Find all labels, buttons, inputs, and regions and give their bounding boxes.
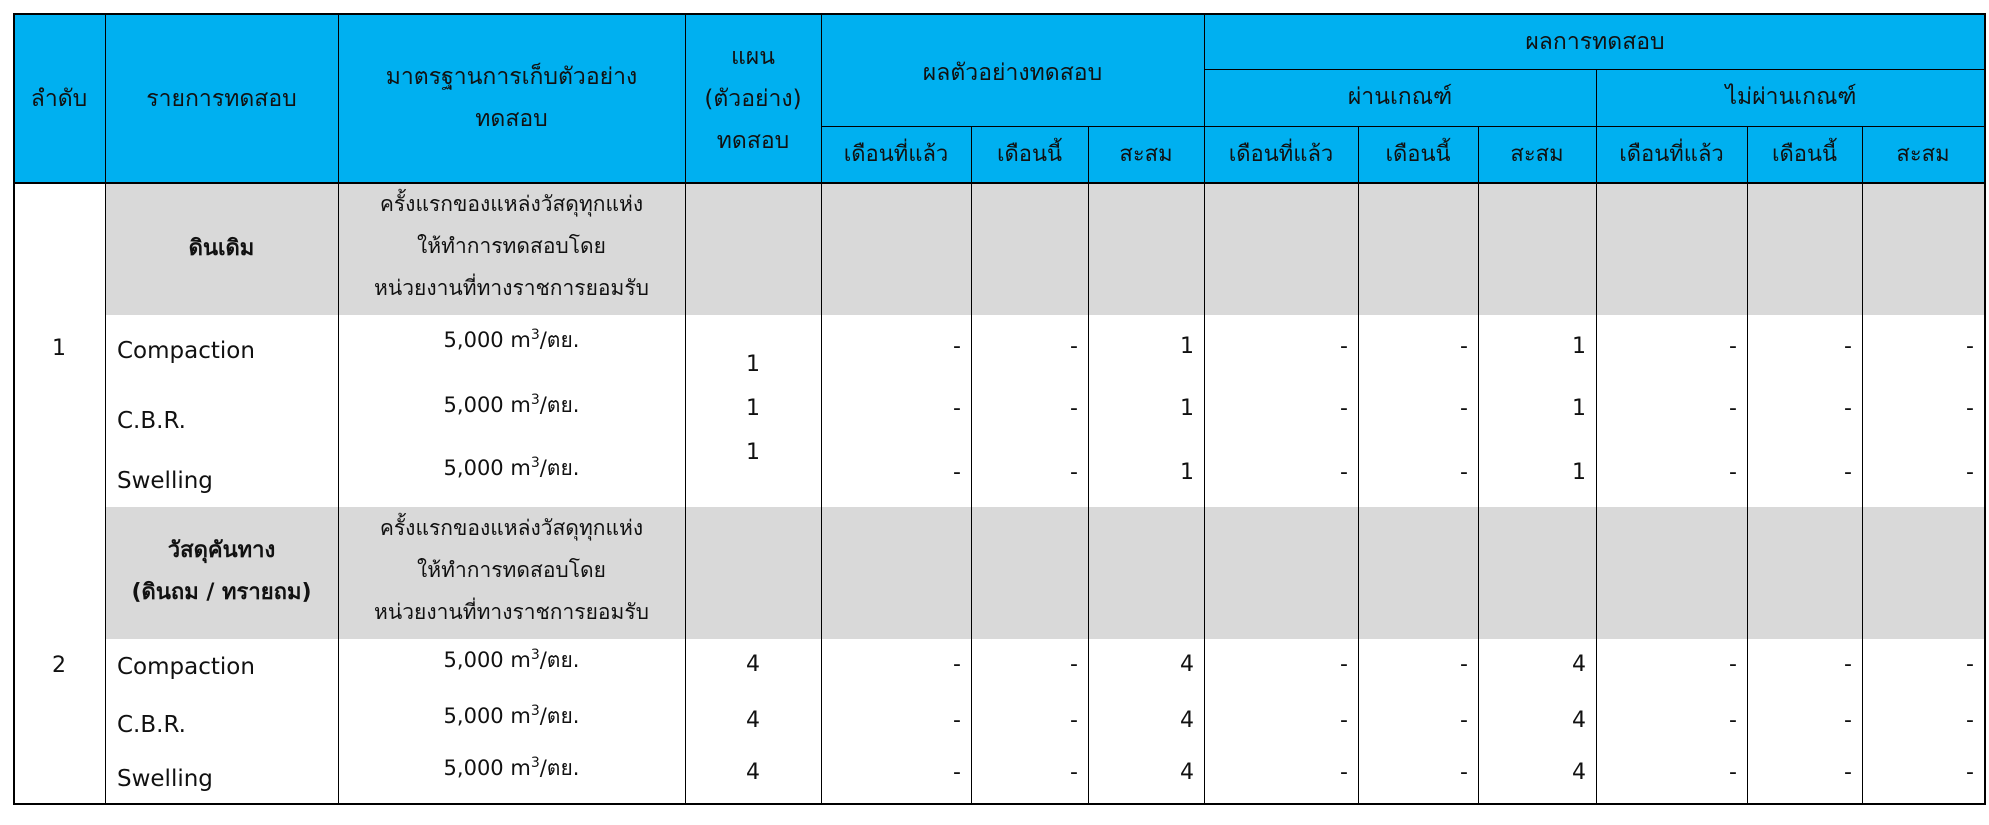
row-fail-cum: - (1966, 460, 1974, 485)
section-2-title-2: (ดินถม / ทรายถม) (131, 580, 312, 605)
section-2-note-2: ให้ทำการทดสอบโดย (417, 558, 606, 582)
header-pass-cum: สะสม (1510, 142, 1564, 167)
header-group-pass: ผ่านเกณฑ์ (1347, 84, 1453, 110)
row-pass-prev: - (1340, 708, 1348, 733)
row-pass-cum: 1 (1572, 334, 1586, 359)
row-fail-prev: - (1729, 334, 1737, 359)
header-col-no: ลำดับ (30, 86, 88, 112)
header-samples-cum: สะสม (1119, 142, 1173, 167)
row-pass-prev: - (1340, 334, 1348, 359)
frame-left (13, 13, 15, 805)
row-item: Compaction (117, 338, 255, 364)
row-samples-prev: - (953, 334, 961, 359)
row-item: C.B.R. (117, 408, 186, 434)
row-item: Swelling (117, 468, 213, 494)
row-fail-this: - (1844, 460, 1852, 485)
section-2-note-1: ครั้งแรกของแหล่งวัสดุทุกแห่ง (379, 516, 644, 540)
section-2-note-3: หน่วยงานที่ทางราชการยอมรับ (374, 600, 649, 624)
header-col-item: รายการทดสอบ (146, 86, 297, 112)
header-rule-2 (821, 126, 1986, 127)
row-pass-prev: - (1340, 760, 1348, 785)
row-fail-prev: - (1729, 652, 1737, 677)
row-plan: 1 (746, 352, 760, 377)
row-fail-this: - (1844, 396, 1852, 421)
header-fail-this: เดือนนี้ (1771, 142, 1838, 167)
row-samples-this: - (1070, 396, 1078, 421)
row-item: C.B.R. (117, 712, 186, 738)
row-samples-cum: 4 (1180, 652, 1194, 677)
vrule-item (105, 13, 106, 805)
row-standard: 5,000 $m^3/$ตย. (443, 455, 580, 480)
row-samples-this: - (1070, 760, 1078, 785)
row-fail-prev: - (1729, 396, 1737, 421)
row-pass-this: - (1460, 334, 1468, 359)
row-pass-prev: - (1340, 652, 1348, 677)
header-group-fail: ไม่ผ่านเกณฑ์ (1725, 84, 1857, 110)
header-rule-1 (1204, 69, 1986, 70)
row-fail-prev: - (1729, 760, 1737, 785)
row-pass-cum: 4 (1572, 652, 1586, 677)
row-pass-this: - (1460, 708, 1468, 733)
row-samples-cum: 1 (1180, 396, 1194, 421)
row-samples-prev: - (953, 652, 961, 677)
section-2-title-1: วัสดุคันทาง (167, 538, 276, 563)
row-samples-prev: - (953, 396, 961, 421)
row-samples-cum: 4 (1180, 760, 1194, 785)
row-pass-prev: - (1340, 396, 1348, 421)
header-samples-this: เดือนนี้ (996, 142, 1063, 167)
row-samples-cum: 1 (1180, 460, 1194, 485)
row-samples-this: - (1070, 652, 1078, 677)
row-pass-this: - (1460, 396, 1468, 421)
frame-bottom (13, 803, 1986, 805)
row-pass-this: - (1460, 760, 1468, 785)
frame-right (1984, 13, 1986, 805)
row-pass-cum: 1 (1572, 460, 1586, 485)
row-fail-cum: - (1966, 334, 1974, 359)
header-fail-cum: สะสม (1896, 142, 1950, 167)
row-pass-cum: 4 (1572, 760, 1586, 785)
row-standard: 5,000 $m^3/$ตย. (443, 392, 580, 417)
test-results-table (13, 13, 1986, 805)
header-col-standard-2: ทดสอบ (475, 106, 548, 132)
row-samples-prev: - (953, 460, 961, 485)
section-2-number: 2 (52, 653, 66, 678)
row-samples-this: - (1070, 460, 1078, 485)
row-fail-cum: - (1966, 760, 1974, 785)
header-fail-prev: เดือนที่แล้ว (1619, 142, 1724, 167)
row-fail-this: - (1844, 334, 1852, 359)
row-fail-cum: - (1966, 652, 1974, 677)
section-1-note-3: หน่วยงานที่ทางราชการยอมรับ (374, 276, 649, 300)
row-plan: 1 (746, 396, 760, 421)
row-pass-this: - (1460, 652, 1468, 677)
row-plan: 4 (746, 652, 760, 677)
row-pass-this: - (1460, 460, 1468, 485)
row-standard: 5,000 $m^3/$ตย. (443, 327, 580, 352)
header-pass-prev: เดือนที่แล้ว (1228, 142, 1334, 167)
header-samples-prev: เดือนที่แล้ว (843, 142, 949, 167)
row-fail-cum: - (1966, 708, 1974, 733)
header-col-standard-1: มาตรฐานการเก็บตัวอย่าง (385, 64, 638, 90)
row-samples-prev: - (953, 760, 961, 785)
row-fail-this: - (1844, 652, 1852, 677)
row-plan: 4 (746, 760, 760, 785)
frame-top (13, 13, 1986, 15)
row-plan: 1 (746, 440, 760, 465)
row-samples-cum: 1 (1180, 334, 1194, 359)
section-1-note-2: ให้ทำการทดสอบโดย (417, 234, 606, 258)
row-fail-this: - (1844, 760, 1852, 785)
row-samples-cum: 4 (1180, 708, 1194, 733)
row-standard: 5,000 $m^3/$ตย. (443, 647, 580, 672)
row-fail-prev: - (1729, 708, 1737, 733)
row-item: Swelling (117, 766, 213, 792)
row-fail-this: - (1844, 708, 1852, 733)
section-1-number: 1 (52, 336, 66, 361)
header-group-samples: ผลตัวอย่างทดสอบ (922, 60, 1103, 86)
row-standard: 5,000 $m^3/$ตย. (443, 755, 580, 780)
row-fail-cum: - (1966, 396, 1974, 421)
row-pass-prev: - (1340, 460, 1348, 485)
row-pass-cum: 4 (1572, 708, 1586, 733)
header-col-plan-3: ทดสอบ (716, 128, 790, 154)
section-1-note-1: ครั้งแรกของแหล่งวัสดุทุกแห่ง (379, 192, 644, 216)
row-fail-prev: - (1729, 460, 1737, 485)
row-plan: 4 (746, 708, 760, 733)
header-col-plan-1: แผน (730, 44, 776, 70)
row-item: Compaction (117, 654, 255, 680)
row-standard: 5,000 $m^3/$ตย. (443, 703, 580, 728)
row-samples-this: - (1070, 708, 1078, 733)
row-samples-prev: - (953, 708, 961, 733)
header-col-plan-2: (ตัวอย่าง) (704, 86, 802, 112)
row-pass-cum: 1 (1572, 396, 1586, 421)
header-pass-this: เดือนนี้ (1385, 142, 1451, 167)
row-samples-this: - (1070, 334, 1078, 359)
header-group-results: ผลการทดสอบ (1525, 29, 1665, 55)
header-rule-bottom (13, 182, 1986, 184)
vrule-fail (1596, 69, 1597, 805)
section-1-title: ดินเดิม (188, 236, 255, 261)
